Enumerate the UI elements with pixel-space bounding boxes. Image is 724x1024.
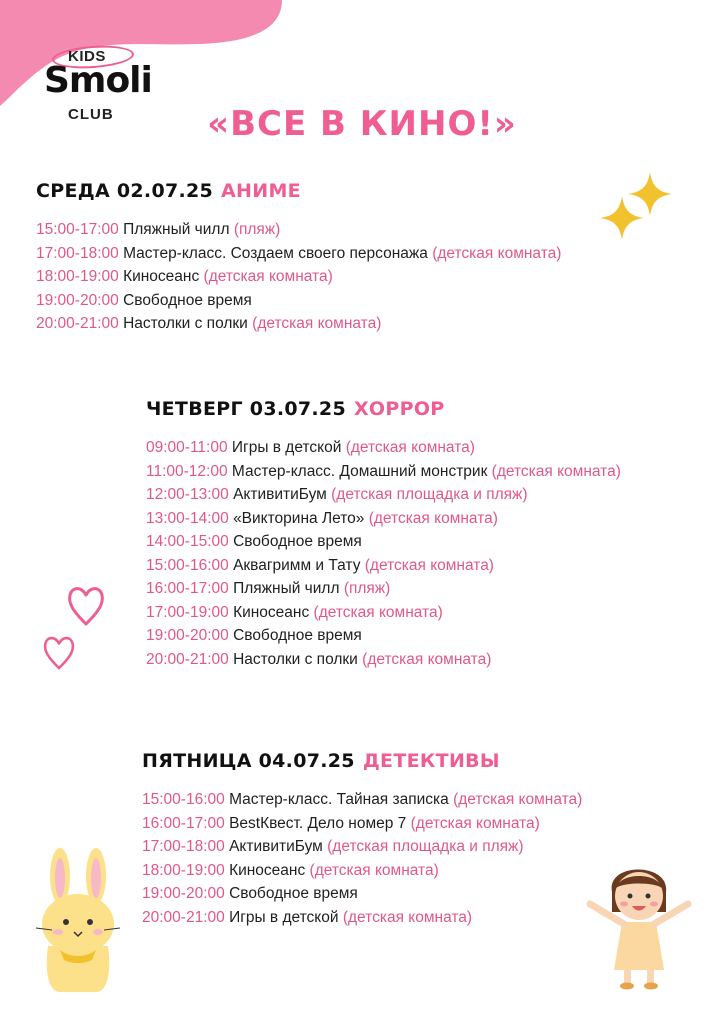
schedule-time: 13:00-14:00	[146, 509, 229, 527]
logo-name: Smoli	[44, 60, 152, 101]
schedule-activity: Киносеанс	[233, 603, 310, 621]
schedule-time: 18:00-19:00	[36, 268, 119, 285]
schedule-time: 19:00-20:00	[142, 885, 225, 902]
schedule-item	[146, 624, 666, 648]
day-date: ПЯТНИЦА 04.07.25	[142, 750, 355, 772]
schedule-time: 19:00-20:00	[36, 291, 119, 309]
schedule-activity: Игры в детской	[229, 908, 339, 926]
heart-outline-icon	[66, 582, 106, 628]
schedule-place: (пляж)	[343, 580, 391, 597]
schedule-place: (детская комната)	[252, 315, 382, 332]
schedule-time: 20:00-21:00	[142, 908, 225, 926]
sparkle-stars-icon	[598, 170, 678, 246]
schedule-place: (пляж)	[233, 221, 281, 238]
schedule-activity: Свободное время	[233, 533, 362, 550]
schedule-time: 17:00-18:00	[36, 244, 119, 262]
schedule-item	[142, 788, 702, 812]
day-block-wednesday	[36, 180, 636, 336]
schedule-time: 15:00-16:00	[146, 556, 229, 574]
schedule-activity: Свободное время	[123, 291, 252, 309]
schedule-activity: АктивитиБум	[233, 486, 327, 503]
schedule-activity: Пляжный чилл	[233, 580, 340, 597]
bunny-illustration-icon	[30, 846, 126, 996]
schedule-time: 15:00-17:00	[36, 221, 119, 238]
schedule-item	[146, 483, 666, 507]
schedule-item	[142, 812, 702, 836]
day-date: СРЕДА 02.07.25	[36, 180, 214, 202]
schedule-item	[146, 601, 666, 625]
schedule-time: 20:00-21:00	[36, 315, 119, 332]
schedule-item	[36, 218, 636, 242]
schedule-item	[146, 507, 666, 531]
schedule-item	[146, 554, 666, 578]
schedule-list	[36, 218, 636, 336]
schedule-place: (детская комната)	[309, 861, 439, 879]
schedule-time: 16:00-17:00	[142, 814, 225, 832]
schedule-place: (детская комната)	[364, 556, 494, 574]
schedule-activity: Свободное время	[229, 885, 358, 902]
schedule-place: (детская комната)	[203, 268, 333, 285]
schedule-time: 17:00-18:00	[142, 838, 225, 855]
schedule-time: 19:00-20:00	[146, 627, 229, 644]
day-date: ЧЕТВЕРГ 03.07.25	[146, 398, 346, 420]
schedule-activity: АктивитиБум	[229, 838, 323, 855]
day-heading	[142, 750, 702, 772]
schedule-place: (детская площадка и пляж)	[327, 838, 524, 855]
heart-outline-icon	[42, 632, 76, 672]
schedule-activity: Пляжный чилл	[123, 221, 230, 238]
schedule-item	[146, 530, 666, 554]
schedule-time: 14:00-15:00	[146, 533, 229, 550]
schedule-place: (детская комната)	[368, 509, 498, 527]
schedule-item	[36, 242, 636, 266]
schedule-activity: «Викторина Лето»	[233, 509, 365, 527]
schedule-place: (детская комната)	[491, 462, 621, 480]
day-heading	[146, 398, 666, 420]
schedule-place: (детская площадка и пляж)	[331, 486, 528, 503]
page-title: «ВСЕ В КИНО!»	[207, 104, 517, 144]
schedule-activity: Киносеанс	[123, 268, 200, 285]
schedule-place: (детская комната)	[410, 814, 540, 832]
schedule-activity: Мастер-класс. Домашний монстрик	[231, 462, 488, 480]
schedule-activity: Настолки с полки	[233, 650, 358, 668]
schedule-place: (детская комната)	[342, 908, 473, 926]
schedule-place: (детская комната)	[362, 650, 492, 668]
schedule-item	[146, 460, 666, 484]
schedule-item	[36, 312, 636, 336]
schedule-activity: Игры в детской	[231, 439, 342, 456]
schedule-item	[36, 265, 636, 289]
schedule-time: 11:00-12:00	[146, 462, 228, 480]
schedule-place: (детская комната)	[453, 791, 583, 808]
schedule-time: 17:00-19:00	[146, 603, 229, 621]
schedule-item	[36, 289, 636, 313]
schedule-activity: Мастер-класс. Создаем своего персонажа	[123, 244, 428, 262]
schedule-activity: Аквагримм и Тату	[233, 556, 361, 574]
schedule-activity: Настолки с полки	[123, 315, 248, 332]
schedule-activity: Свободное время	[233, 627, 362, 644]
schedule-time: 20:00-21:00	[146, 650, 229, 668]
schedule-place: (детская комната)	[432, 244, 562, 262]
schedule-list	[146, 436, 666, 671]
day-genre: АНИМЕ	[221, 180, 301, 202]
schedule-place: (детская комната)	[313, 603, 443, 621]
schedule-activity: BestКвест. Дело номер 7	[229, 814, 407, 832]
schedule-item	[146, 436, 666, 460]
schedule-item	[146, 648, 666, 672]
schedule-time: 18:00-19:00	[142, 861, 225, 879]
schedule-time: 09:00-11:00	[146, 439, 228, 456]
schedule-place: (детская комната)	[345, 439, 475, 456]
day-genre: ХОРРОР	[353, 398, 445, 420]
schedule-activity: Мастер-класс. Тайная записка	[229, 791, 449, 808]
schedule-activity: Киносеанс	[229, 861, 306, 879]
day-block-thursday	[146, 398, 666, 671]
girl-illustration-icon	[584, 852, 694, 992]
schedule-time: 15:00-16:00	[142, 791, 225, 808]
day-heading	[36, 180, 636, 202]
schedule-time: 12:00-13:00	[146, 486, 229, 503]
day-genre: ДЕТЕКТИВЫ	[362, 750, 500, 772]
logo-kids: KIDS	[68, 48, 106, 65]
logo-club: CLUB	[68, 106, 114, 123]
schedule-time: 16:00-17:00	[146, 580, 229, 597]
schedule-item	[146, 577, 666, 601]
